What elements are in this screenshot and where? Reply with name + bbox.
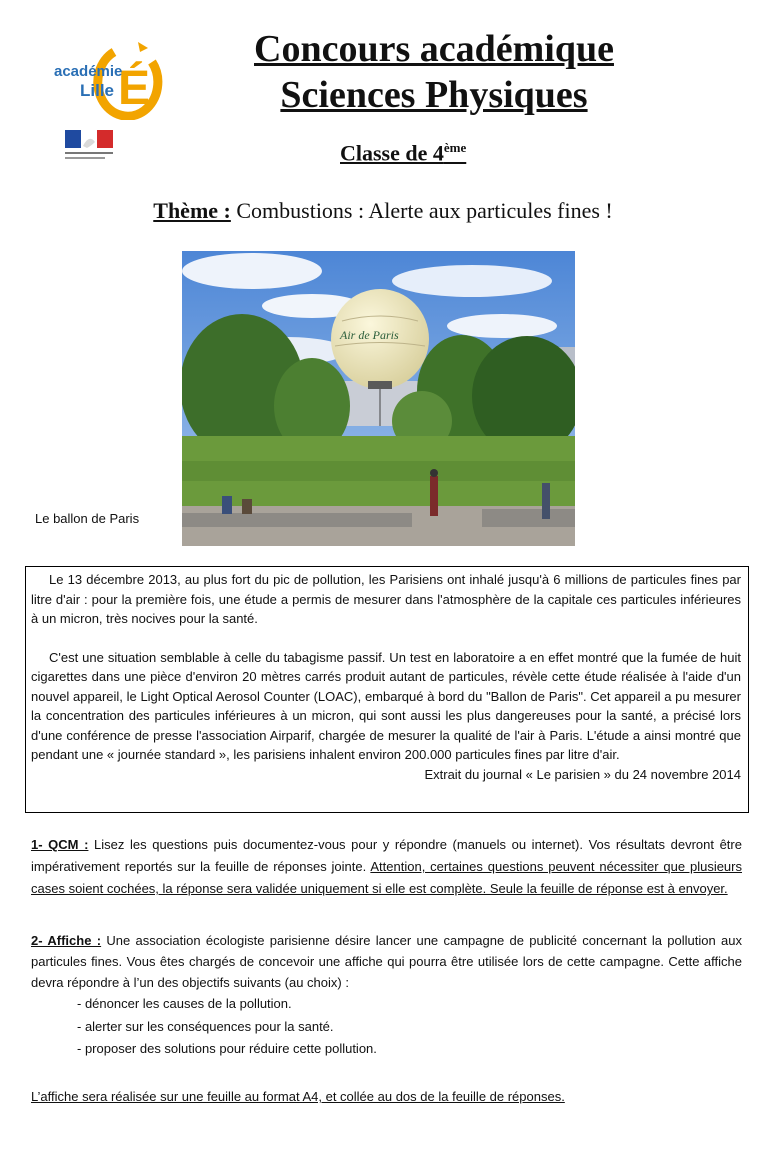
title-block [200, 26, 668, 118]
question-affiche-label: 2- Affiche : [31, 933, 102, 948]
objectives-list [31, 993, 742, 1061]
classe-label: Classe de 4ème [340, 140, 467, 166]
theme-label: Thème : [153, 198, 231, 223]
logo-text-academie: académie [54, 63, 123, 80]
article-source: Extrait du journal « Le parisien » du 24 novembre 2014 [424, 766, 741, 782]
classe-superscript: ème [443, 140, 467, 155]
article-paragraph-1: Le 13 décembre 2013, au plus fort du pic de pollution, les Parisiens ont inhalé jusqu'à 6 millions de particules fines par litre d'air : pour la première fois, une étude a permis de mesurer dans l'atmosphère de la capitale ces particules inférieures à un micron, très nocives pour la santé. [31, 572, 741, 626]
question-qcm-label: 1- QCM : [31, 837, 89, 852]
question-qcm-text: Lisez les questions puis documentez-vous pour y répondre (manuels ou internet). Vos résultats devront être impérativement reportés sur la feuille de réponses jointe. [31, 837, 742, 874]
objective-item: - proposer des solutions pour réduire cette pollution. [77, 1041, 377, 1056]
question-affiche [31, 930, 742, 1061]
question-qcm [31, 834, 742, 900]
academie-lille-logo [52, 40, 164, 120]
objective-item: - dénoncer les causes de la pollution. [77, 996, 292, 1011]
question-affiche-text: Une association écologiste parisienne désire lancer une campagne de publicité concernant la pollution aux particules fines. Vous êtes chargés de concevoir une affiche qui pourra être utilisée lors de cette campagne. Cette affiche devra répondre à l’un des objectifs suivants (au choix) : [31, 933, 742, 990]
title-sciences-physiques: Sciences Physiques [280, 74, 588, 116]
question-qcm-warning: Attention, certaines questions peuvent nécessiter que plusieurs cases soient cochées, la réponse sera validée uniquement si elle est complète. Seule la feuille de réponse est à envoyer. [31, 859, 742, 896]
photo-caption: Le ballon de Paris [35, 511, 140, 526]
theme-line [0, 198, 766, 224]
title-concours: Concours académique [254, 28, 614, 70]
logo-letter: É [118, 62, 151, 115]
objective-item: - alerter sur les conséquences pour la santé. [77, 1018, 334, 1034]
ballon-de-paris-photo [182, 251, 575, 546]
balloon-text: Air de Paris [340, 328, 399, 342]
republique-francaise-logo [63, 128, 115, 164]
article-box [25, 566, 749, 813]
theme-text: Combustions : Alerte aux particules fines ! [230, 198, 613, 223]
logo-text-lille: Lille [80, 81, 115, 100]
affiche-format-note: L’affiche sera réalisée sur une feuille au format A4, et collée au dos de la feuille de réponses. [31, 1089, 565, 1104]
article-paragraph-2: C'est une situation semblable à celle du tabagisme passif. Un test en laboratoire a en effet montré que la fumée de huit cigarettes dans une pièce d'environ 20 mètres carrés produit autant de particules, révèle cette étude réalisée à l'aide d'un nouvel appareil, le Light Optical Aerosol Counter (LOAC), embarqué à bord du "Ballon de Paris". Cet appareil a pu mesurer la concentration des particules inférieures à un micron, qui sont aussi les plus dangereuses pour la santé, a précisé lors d'une conférence de presse l'association Airparif, chargée de mesurer la qualité de l'air à Paris. L'étude a ainsi montré que pendant une « journée standard », les parisiens inhalent environ 200.000 particules fines par litre d'air. [31, 649, 741, 762]
